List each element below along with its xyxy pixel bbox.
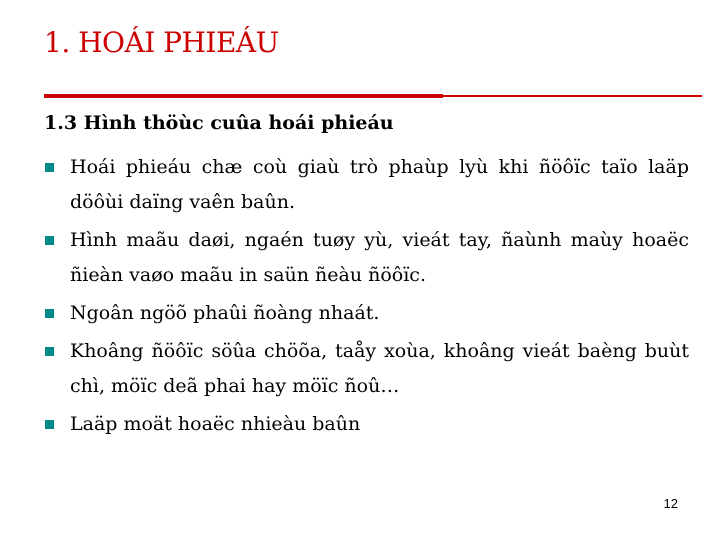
section-subheading: 1.3 Hình thöùc cuûa hoái phieáu — [44, 112, 394, 134]
page-number: 12 — [663, 496, 678, 511]
title-divider-thick — [44, 94, 443, 98]
title-divider-thin — [443, 95, 702, 97]
bullet-item — [44, 296, 689, 331]
square-bullet-icon — [45, 309, 54, 318]
bullet-text: Hình maãu daøi, ngaén tuøy yù, vieát tay, ñaùnh maùy hoaëc ñieàn vaøo maãu in saün ñeàu ñöôïc. — [70, 229, 689, 286]
square-bullet-icon — [45, 163, 54, 172]
bullet-list — [44, 150, 689, 445]
square-bullet-icon — [45, 420, 54, 429]
bullet-text: Khoâng ñöôïc söûa chöõa, taåy xoùa, khoâng vieát baèng buùt chì, möïc deã phai hay möïc ñoû… — [70, 340, 689, 397]
square-bullet-icon — [45, 236, 54, 245]
bullet-text: Hoái phieáu chæ coù giaù trò phaùp lyù khi ñöôïc taïo laäp döôùi daïng vaên baûn. — [70, 156, 689, 213]
square-bullet-icon — [45, 347, 54, 356]
bullet-text: Laäp moät hoaëc nhieàu baûn — [70, 413, 361, 435]
bullet-item — [44, 334, 689, 404]
bullet-item — [44, 223, 689, 293]
bullet-text: Ngoân ngöõ phaûi ñoàng nhaát. — [70, 302, 380, 324]
bullet-item — [44, 407, 689, 442]
slide-title: 1. HOÁI PHIEÁU — [44, 26, 279, 59]
bullet-item — [44, 150, 689, 220]
